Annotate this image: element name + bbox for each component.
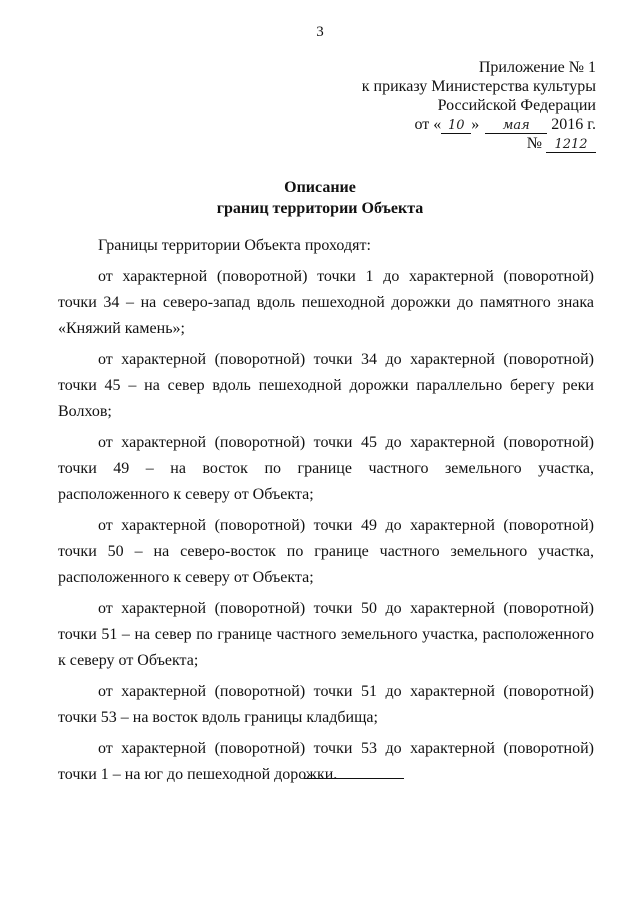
order-reference: к приказу Министерства культуры xyxy=(361,78,596,95)
order-number xyxy=(316,134,596,153)
boundary-description xyxy=(58,233,594,788)
paragraph: от характерной (поворотной) точки 45 до характерной (поворотной) точки 49 – на восток по границе частного земельного участка, расположенного к северу от Объекта; xyxy=(58,434,594,503)
paragraph: от характерной (поворотной) точки 34 до характерной (поворотной) точки 45 – на север вдоль пешеходной дорожки параллельно берегу реки Волхов; xyxy=(58,351,594,420)
date-prefix: от « xyxy=(414,116,442,133)
date-day: 10 xyxy=(441,119,471,134)
order-date xyxy=(316,115,596,134)
date-year: 2016 г. xyxy=(551,116,596,133)
paragraph: от характерной (поворотной) точки 1 до характерной (поворотной) точки 34 – на северо-запад вдоль пешеходной дорожки до памятного знака «Княжий камень»; xyxy=(58,268,594,337)
paragraph: от характерной (поворотной) точки 51 до характерной (поворотной) точки 53 – на восток вдоль границы кладбища; xyxy=(58,683,594,726)
paragraph: от характерной (поворотной) точки 50 до характерной (поворотной) точки 51 – на север по границе частного земельного участка, расположенного к северу от Объекта; xyxy=(58,600,594,669)
federation-label: Российской Федерации xyxy=(437,97,596,114)
date-month: мая xyxy=(485,119,547,134)
title-line-2: границ территории Объекта xyxy=(216,200,424,217)
paragraph: Границы территории Объекта проходят: xyxy=(98,237,371,254)
number-prefix: № xyxy=(526,135,542,152)
appendix-label: Приложение № 1 xyxy=(478,59,596,76)
document-title xyxy=(0,177,640,219)
separator-line xyxy=(304,778,404,779)
appendix-header xyxy=(316,58,596,153)
title-line-1: Описание xyxy=(284,179,356,196)
page-number: 3 xyxy=(316,24,324,40)
date-mid: » xyxy=(471,116,480,133)
paragraph: от характерной (поворотной) точки 49 до характерной (поворотной) точки 50 – на северо-восток по границе частного земельного участка, расположенного к северу от Объекта; xyxy=(58,517,594,586)
number-value: 1212 xyxy=(546,138,596,153)
paragraph: от характерной (поворотной) точки 53 до характерной (поворотной) точки 1 – на юг до пешеходной дорожки. xyxy=(58,740,594,783)
